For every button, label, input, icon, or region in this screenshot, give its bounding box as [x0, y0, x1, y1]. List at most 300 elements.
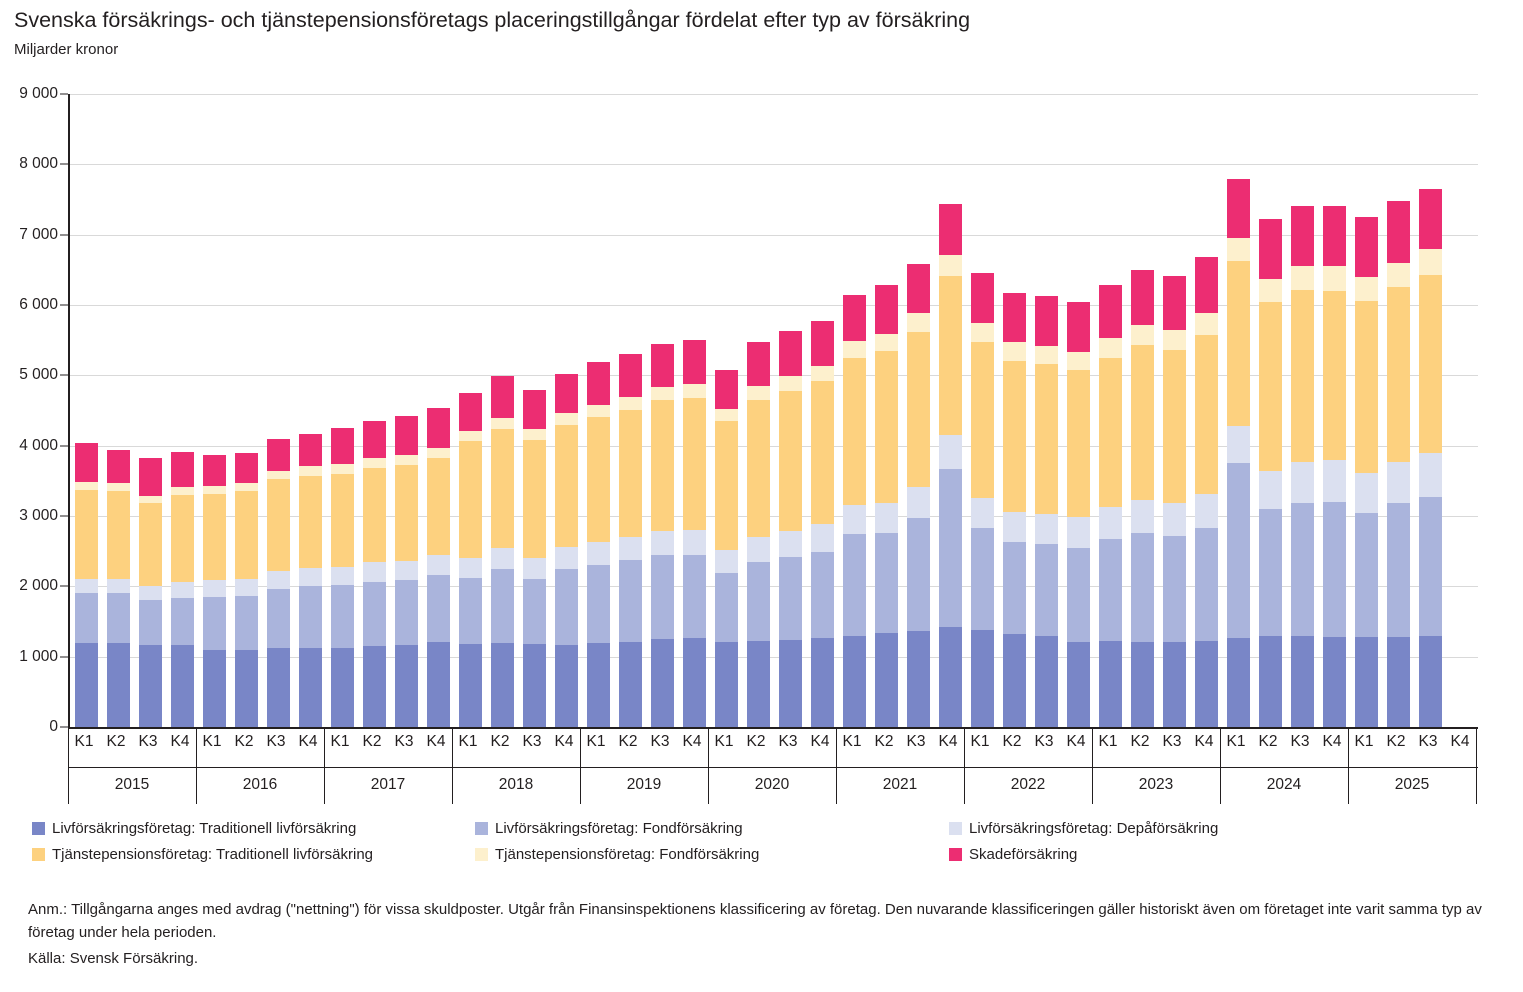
bar-segment [619, 537, 642, 560]
y-axis-tick-mark [60, 445, 68, 446]
x-axis-year-label: 2017 [370, 776, 406, 793]
y-axis-tick-label: 2 000 [19, 577, 58, 595]
bar-segment [299, 476, 322, 568]
bar-segment [683, 398, 706, 531]
bar-segment [779, 331, 802, 376]
y-axis-tick-mark [60, 586, 68, 587]
bar-segment [843, 505, 866, 535]
bar-segment [491, 418, 514, 429]
x-axis-year-label: 2024 [1266, 776, 1302, 793]
bar-segment [811, 381, 834, 524]
bar-segment [203, 455, 226, 487]
bar-segment [1163, 350, 1186, 503]
bar-segment [971, 323, 994, 342]
legend-item[interactable] [949, 820, 1289, 837]
y-axis-tick-mark [60, 727, 68, 728]
bar-segment [683, 638, 706, 727]
bar-segment [395, 580, 418, 645]
x-axis-quarter-label: K2 [1002, 733, 1022, 750]
bar-segment [715, 550, 738, 573]
bar-segment [235, 596, 258, 650]
bar-segment [1355, 277, 1378, 301]
bar-segment [1227, 179, 1250, 238]
bar-stack [363, 421, 386, 727]
bar-stack [235, 453, 258, 727]
legend-label: Livförsäkringsföretag: Fondförsäkring [495, 820, 743, 837]
footnotes [28, 898, 1488, 970]
y-axis-tick-label: 4 000 [19, 436, 58, 454]
bar-segment [779, 640, 802, 727]
bar-segment [619, 410, 642, 537]
bar-segment [523, 440, 546, 557]
bar-segment [811, 524, 834, 551]
bar-segment [1163, 330, 1186, 350]
bar-segment [1035, 364, 1058, 513]
bar-segment [1291, 266, 1314, 290]
bar-stack [459, 393, 482, 727]
bar-segment [1003, 512, 1026, 542]
bar-segment [1035, 346, 1058, 365]
bar-segment [1323, 291, 1346, 461]
bar-segment [171, 495, 194, 583]
bar-segment [971, 342, 994, 497]
x-axis-quarter-label: K2 [1130, 733, 1150, 750]
bar-stack [171, 452, 194, 727]
bar-segment [1323, 266, 1346, 290]
x-axis-quarter-label: K2 [490, 733, 510, 750]
bar-segment [875, 503, 898, 534]
bar-segment [907, 631, 930, 727]
bar-segment [491, 429, 514, 549]
x-axis-quarter-label: K1 [330, 733, 350, 750]
bar-segment [1323, 206, 1346, 266]
legend-row [32, 844, 1492, 865]
bar-segment [1099, 358, 1122, 507]
x-axis-year-separator [836, 729, 837, 804]
x-axis-quarter-label: K3 [650, 733, 670, 750]
bar-segment [267, 648, 290, 727]
legend-color-swatch [32, 848, 45, 861]
y-axis-tick-mark [60, 656, 68, 657]
bar-stack [907, 264, 930, 727]
x-axis-quarter-label: K4 [1322, 733, 1342, 750]
bar-segment [1259, 636, 1282, 727]
bar-segment [267, 589, 290, 648]
bar-segment [875, 633, 898, 727]
bar-segment [715, 370, 738, 408]
bar-segment [427, 448, 450, 459]
bar-stack [139, 458, 162, 727]
x-axis-year-separator [68, 729, 69, 804]
legend-label: Livförsäkringsföretag: Depåförsäkring [969, 820, 1219, 837]
bar-segment [651, 531, 674, 555]
bar-segment [939, 469, 962, 627]
bar-segment [1099, 507, 1122, 539]
bar-segment [107, 593, 130, 642]
bar-segment [555, 374, 578, 413]
bar-segment [1355, 473, 1378, 513]
bar-segment [459, 441, 482, 557]
bar-segment [1035, 544, 1058, 636]
bar-segment [747, 342, 770, 386]
bar-segment [171, 487, 194, 495]
bar-segment [1419, 275, 1442, 453]
bar-segment [75, 443, 98, 482]
bar-segment [139, 458, 162, 496]
x-axis [68, 729, 1478, 804]
bar-segment [1259, 471, 1282, 510]
bar-segment [139, 503, 162, 586]
bar-segment [203, 580, 226, 596]
legend-item[interactable] [32, 846, 475, 863]
bar-segment [235, 483, 258, 491]
bar-segment [1131, 642, 1154, 727]
bar-segment [171, 452, 194, 487]
bar-segment [1035, 296, 1058, 346]
legend-label: Livförsäkringsföretag: Traditionell livförsäkring [52, 820, 357, 837]
bar-segment [267, 571, 290, 589]
bar-stack [651, 344, 674, 727]
legend-item[interactable] [475, 820, 949, 837]
bar-segment [235, 491, 258, 579]
bar-segment [363, 458, 386, 468]
bar-segment [1195, 257, 1218, 314]
bar-segment [939, 276, 962, 436]
bar-series-group [70, 94, 1478, 727]
bar-segment [395, 455, 418, 465]
bar-segment [1259, 219, 1282, 278]
bar-segment [1259, 302, 1282, 470]
page-title: Svenska försäkrings- och tjänstepensionsföretags placeringstillgångar fördelat efter typ av försäkring [14, 8, 971, 32]
bar-segment [1131, 533, 1154, 641]
y-axis-tick-mark [60, 305, 68, 306]
bar-segment [107, 491, 130, 579]
bar-segment [1195, 641, 1218, 728]
bar-segment [1387, 637, 1410, 727]
bar-segment [1227, 463, 1250, 637]
x-axis-quarter-label: K2 [618, 733, 638, 750]
bar-stack [939, 204, 962, 727]
x-axis-quarter-label: K1 [1226, 733, 1246, 750]
bar-segment [203, 494, 226, 581]
bar-segment [267, 439, 290, 471]
bar-segment [1323, 502, 1346, 637]
bar-segment [1227, 426, 1250, 463]
bar-segment [331, 585, 354, 648]
bar-segment [1099, 641, 1122, 727]
bar-segment [1227, 261, 1250, 426]
bar-segment [203, 486, 226, 494]
bar-segment [459, 644, 482, 727]
bar-segment [331, 464, 354, 473]
bar-segment [1163, 536, 1186, 641]
bar-stack [331, 428, 354, 727]
bar-segment [299, 434, 322, 466]
bar-segment [1291, 503, 1314, 636]
bar-segment [1067, 548, 1090, 642]
bar-segment [267, 471, 290, 479]
x-axis-year-separator [964, 729, 965, 804]
bar-stack [299, 434, 322, 727]
bar-stack [75, 443, 98, 727]
legend-item[interactable] [32, 820, 475, 837]
bar-stack [715, 370, 738, 727]
bar-segment [843, 534, 866, 635]
x-axis-quarter-label: K4 [426, 733, 446, 750]
bar-segment [331, 428, 354, 464]
x-axis-year-separator [324, 729, 325, 804]
bar-segment [523, 429, 546, 440]
bar-segment [75, 593, 98, 643]
bar-segment [747, 400, 770, 537]
note-source: Källa: Svensk Försäkring. [28, 949, 199, 967]
bar-segment [1291, 462, 1314, 503]
bar-stack [1163, 276, 1186, 728]
bar-stack [1291, 206, 1314, 727]
bar-segment [971, 630, 994, 727]
legend-color-swatch [949, 822, 962, 835]
bar-segment [459, 558, 482, 578]
x-axis-year-separator [452, 729, 453, 804]
bar-segment [267, 479, 290, 571]
bar-segment [811, 638, 834, 727]
bar-segment [875, 334, 898, 352]
x-axis-quarter-label: K3 [266, 733, 286, 750]
bar-segment [1035, 514, 1058, 544]
x-axis-quarter-label: K4 [1450, 733, 1470, 750]
bar-segment [107, 483, 130, 491]
x-axis-quarter-label: K3 [1034, 733, 1054, 750]
bar-segment [523, 579, 546, 644]
x-axis-year-separator [1220, 729, 1221, 804]
bar-segment [1131, 270, 1154, 325]
bar-segment [843, 358, 866, 505]
bar-segment [523, 558, 546, 579]
x-axis-year-label: 2021 [882, 776, 918, 793]
bar-segment [459, 431, 482, 442]
bar-segment [139, 586, 162, 601]
legend-color-swatch [949, 848, 962, 861]
bar-segment [235, 579, 258, 596]
bar-segment [363, 468, 386, 562]
bar-stack [875, 285, 898, 727]
bar-segment [171, 598, 194, 645]
x-axis-quarter-label: K2 [234, 733, 254, 750]
bar-segment [1419, 249, 1442, 275]
x-axis-quarter-label: K1 [202, 733, 222, 750]
bar-stack [491, 376, 514, 727]
bar-segment [907, 487, 930, 518]
y-axis-tick-label: 7 000 [19, 225, 58, 243]
bar-segment [747, 562, 770, 641]
bar-segment [1003, 342, 1026, 361]
bar-segment [1355, 217, 1378, 277]
bar-segment [587, 362, 610, 405]
x-axis-year-separator [1348, 729, 1349, 804]
bar-segment [747, 537, 770, 562]
bar-segment [555, 547, 578, 569]
bar-segment [939, 255, 962, 275]
bar-segment [1003, 361, 1026, 513]
bar-stack [971, 273, 994, 727]
x-axis-quarter-label: K1 [74, 733, 94, 750]
x-axis-quarter-label: K1 [842, 733, 862, 750]
bar-segment [651, 639, 674, 727]
bar-segment [1067, 642, 1090, 727]
bar-segment [747, 641, 770, 728]
bar-segment [171, 645, 194, 727]
bar-segment [1195, 528, 1218, 640]
bar-stack [395, 416, 418, 727]
bar-segment [619, 354, 642, 397]
bar-segment [651, 344, 674, 387]
bar-segment [1163, 276, 1186, 331]
y-axis-tick-label: 6 000 [19, 296, 58, 313]
y-axis-tick-mark [60, 94, 68, 95]
bar-segment [1067, 517, 1090, 548]
x-axis-quarter-label: K4 [938, 733, 958, 750]
bar-segment [523, 390, 546, 429]
bar-segment [555, 645, 578, 727]
bar-segment [1003, 293, 1026, 342]
bar-segment [907, 332, 930, 487]
bar-stack [107, 450, 130, 727]
bar-segment [907, 313, 930, 332]
bar-stack [1195, 257, 1218, 727]
bar-segment [395, 645, 418, 727]
bar-stack [843, 295, 866, 727]
bar-segment [843, 295, 866, 341]
bar-segment [939, 204, 962, 255]
bar-segment [875, 285, 898, 334]
bar-segment [107, 579, 130, 594]
legend-color-swatch [475, 822, 488, 835]
bar-segment [331, 567, 354, 586]
bar-segment [715, 642, 738, 727]
x-axis-quarter-label: K4 [554, 733, 574, 750]
bar-segment [587, 405, 610, 417]
bar-stack [779, 331, 802, 727]
legend-item[interactable] [949, 846, 1289, 863]
bar-stack [619, 354, 642, 727]
bar-segment [1227, 238, 1250, 261]
bar-stack [1259, 219, 1282, 727]
bar-segment [683, 530, 706, 555]
x-axis-year-label: 2016 [242, 776, 278, 793]
x-axis-quarter-label: K4 [810, 733, 830, 750]
bar-segment [427, 642, 450, 727]
bar-segment [171, 582, 194, 597]
y-axis-tick-mark [60, 234, 68, 235]
legend-row [32, 818, 1492, 839]
chart-subtitle: Miljarder kronor [14, 41, 119, 58]
bar-segment [683, 555, 706, 638]
bar-segment [1291, 206, 1314, 266]
bar-segment [203, 597, 226, 650]
bar-segment [1131, 500, 1154, 533]
x-axis-quarter-label: K4 [682, 733, 702, 750]
bar-segment [779, 531, 802, 557]
bar-segment [299, 568, 322, 586]
bar-segment [843, 341, 866, 358]
bar-stack [1131, 270, 1154, 727]
bar-segment [491, 643, 514, 727]
x-axis-quarter-label: K2 [362, 733, 382, 750]
x-axis-year-label: 2020 [754, 776, 790, 793]
bar-segment [1163, 642, 1186, 727]
bar-segment [587, 542, 610, 565]
legend-label: Tjänstepensionsföretag: Fondförsäkring [495, 846, 760, 863]
x-axis-quarter-label: K1 [1098, 733, 1118, 750]
bar-segment [75, 490, 98, 579]
x-axis-year-label: 2023 [1138, 776, 1174, 793]
bar-segment [971, 528, 994, 630]
bar-segment [1419, 636, 1442, 727]
bar-segment [363, 562, 386, 581]
x-axis-year-label: 2022 [1010, 776, 1046, 793]
x-axis-year-separator [708, 729, 709, 804]
x-axis-quarter-label: K2 [746, 733, 766, 750]
x-axis-quarter-label: K3 [1162, 733, 1182, 750]
bar-segment [299, 466, 322, 475]
bar-segment [1099, 539, 1122, 641]
bar-segment [779, 557, 802, 640]
x-axis-year-label: 2019 [626, 776, 662, 793]
bar-segment [363, 582, 386, 646]
bar-segment [523, 644, 546, 727]
bar-segment [1323, 637, 1346, 727]
bar-segment [715, 409, 738, 422]
x-axis-quarter-label: K2 [106, 733, 126, 750]
bar-stack [1099, 285, 1122, 727]
bar-segment [1003, 542, 1026, 634]
bar-segment [1291, 290, 1314, 462]
bar-segment [1387, 503, 1410, 637]
x-axis-quarter-label: K4 [170, 733, 190, 750]
bar-segment [1419, 453, 1442, 497]
bar-stack [1003, 293, 1026, 727]
y-axis-tick-mark [60, 375, 68, 376]
x-axis-quarter-label: K3 [394, 733, 414, 750]
bar-segment [715, 573, 738, 642]
bar-segment [747, 386, 770, 400]
bar-segment [1131, 345, 1154, 500]
bar-segment [651, 555, 674, 639]
x-axis-quarter-label: K2 [1258, 733, 1278, 750]
bar-segment [491, 569, 514, 643]
x-axis-quarter-label: K4 [298, 733, 318, 750]
x-axis-year-separator [1092, 729, 1093, 804]
bar-segment [395, 416, 418, 455]
bar-segment [875, 533, 898, 633]
bar-segment [1259, 279, 1282, 303]
x-axis-quarter-label: K3 [522, 733, 542, 750]
bar-segment [555, 425, 578, 547]
bar-segment [587, 565, 610, 642]
bar-segment [1067, 370, 1090, 517]
x-axis-year-separator [1476, 729, 1477, 804]
y-axis-tick-label: 3 000 [19, 507, 58, 524]
bar-segment [395, 561, 418, 580]
x-axis-quarter-label: K3 [138, 733, 158, 750]
bar-segment [203, 650, 226, 727]
bar-segment [427, 408, 450, 448]
bar-segment [779, 391, 802, 531]
bar-stack [555, 374, 578, 727]
legend-item[interactable] [475, 846, 949, 863]
bar-segment [939, 435, 962, 468]
x-axis-quarter-label: K1 [714, 733, 734, 750]
